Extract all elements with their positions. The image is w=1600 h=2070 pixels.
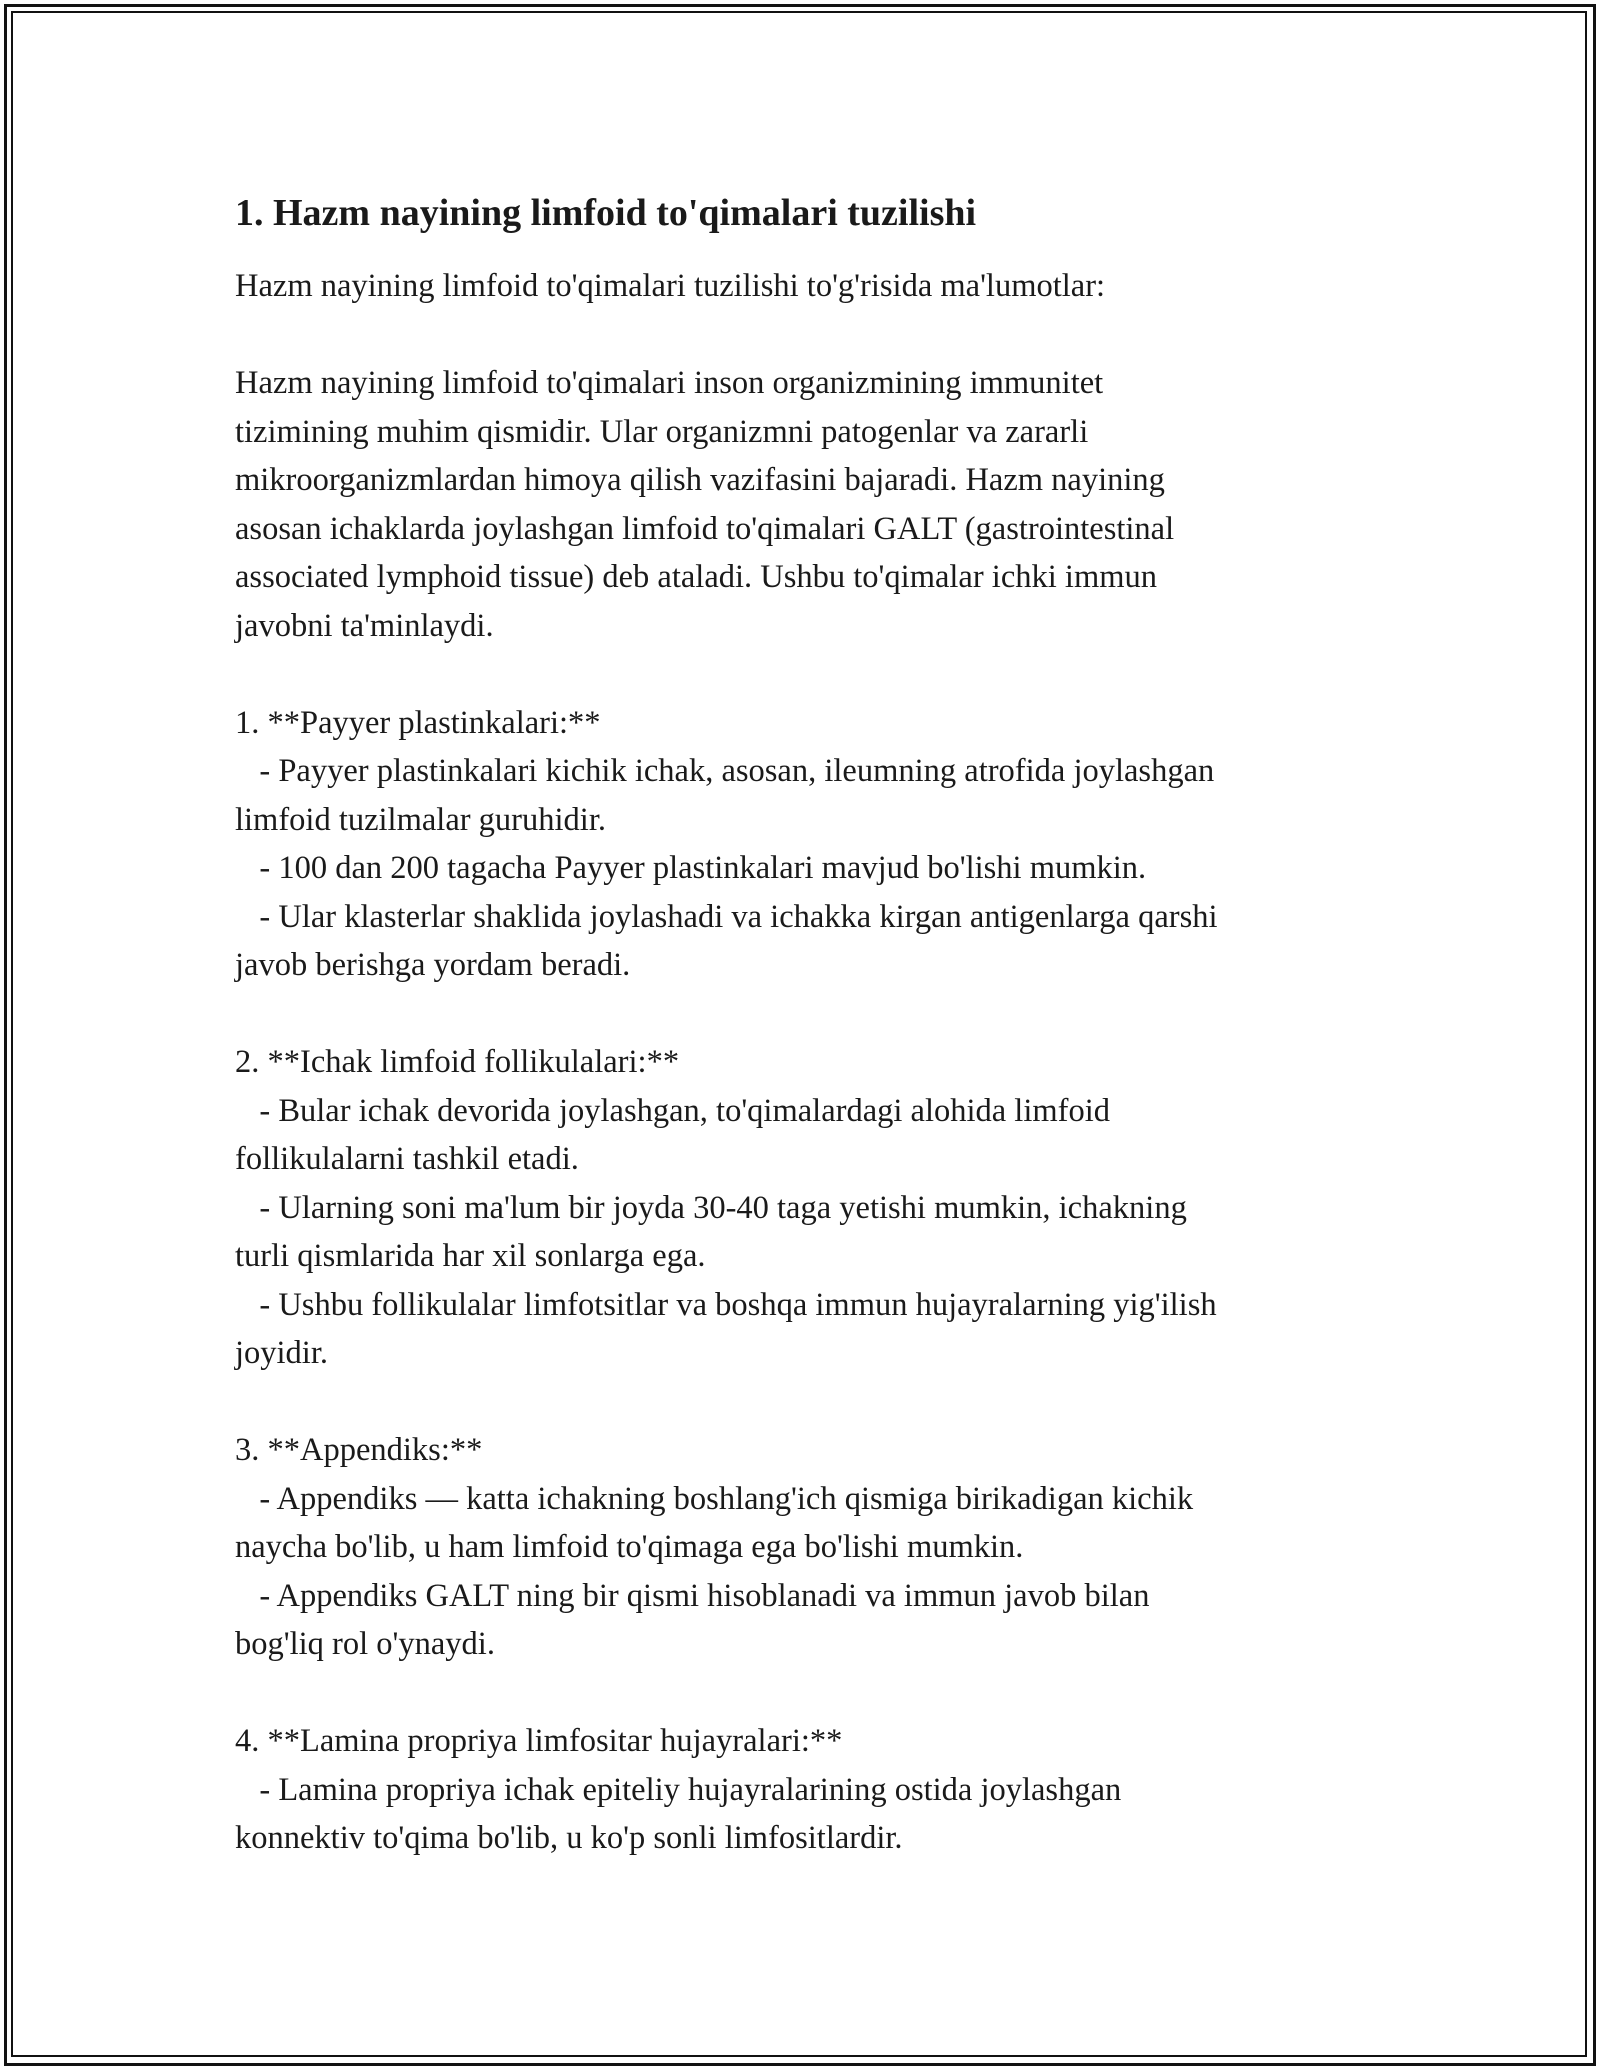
document-content [235, 188, 1365, 1863]
document-body: Hazm nayining limfoid to'qimalari tuzilishi to'g'risida ma'lumotlar: Hazm nayining limfoid to'qimalari inson organizmining immunitet tizimining muhim qismidir. Ular organizmni patogenlar va zararli mikroorganizmlardan himoya qilish vazifasini bajaradi. Hazm nayining asosan ichaklarda joylashgan limfoid to'qimalari GALT (gastrointestinal associated lymphoid tissue) deb ataladi. Ushbu to'qimalar ichki immun javobni ta'minlaydi. 1. **Payyer plastinkalari:** - Payyer plastinkalari kichik ichak, asosan, ileumning atrofida joylashgan limfoid tuzilmalar guruhidir. - 100 dan 200 tagacha Payyer plastinkalari mavjud bo'lishi mumkin. - Ular klasterlar shaklida joylashadi va ichakka kirgan antigenlarga qarshi javob berishga yordam beradi. 2. **Ichak limfoid follikulalari:** - Bular ichak devorida joylashgan, to'qimalardagi alohida limfoid follikulalarni tashkil etadi. - Ularning soni ma'lum bir joyda 30-40 taga yetishi mumkin, ichakning turli qismlarida har xil sonlarga ega. - Ushbu follikulalar limfotsitlar va boshqa immun hujayralarning yig'ilish joyidir. 3. **Appendiks:** - Appendiks — katta ichakning boshlang'ich qismiga birikadigan kichik naycha bo'lib, u ham limfoid to'qimaga ega bo'lishi mumkin. - Appendiks GALT ning bir qismi hisoblanadi va immun javob bilan bog'liq rol o'ynaydi. 4. **Lamina propriya limfositar hujayralari:** - Lamina propriya ichak epiteliy hujayralarining ostida joylashgan konnektiv to'qima bo'lib, u ko'p sonli limfositlardir. [235, 268, 1218, 1856]
document-title: 1. Hazm nayining limfoid to'qimalari tuzilishi [235, 192, 977, 234]
